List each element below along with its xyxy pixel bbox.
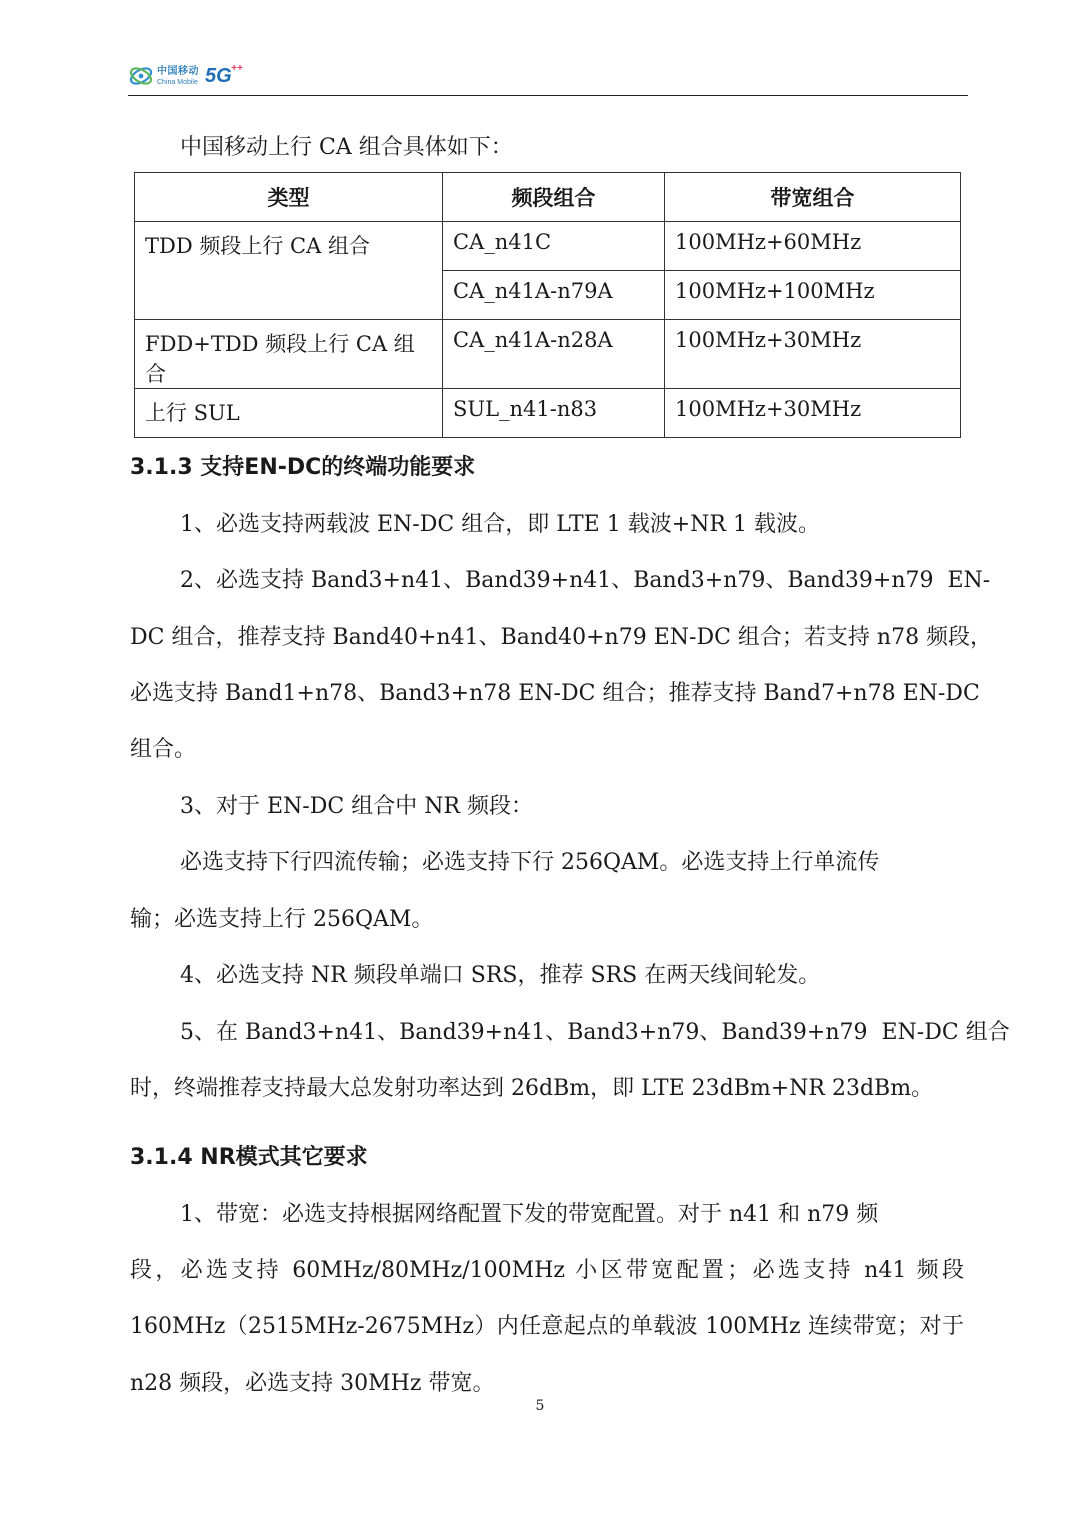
header-divider: [128, 95, 968, 96]
paragraph-line: 160MHz（2515MHz-2675MHz）内任意起点的单载波 100MHz 连续带宽；对于: [130, 1314, 964, 1339]
paragraph-line: 5、在 Band3+n41、Band39+n41、Band3+n79、Band39+n79 EN-DC 组合: [180, 1020, 1010, 1045]
logo-cn-text: 中国移动: [157, 65, 199, 77]
paragraph-line: DC 组合，推荐支持 Band40+n41、Band40+n79 EN-DC 组合；若支持 n78 频段，: [130, 625, 993, 650]
table-cell: TDD 频段上行 CA 组合: [135, 222, 443, 320]
paragraph-line: 输；必选支持上行 256QAM。: [130, 907, 434, 932]
paragraph-line: 必选支持下行四流传输；必选支持下行 256QAM。必选支持上行单流传: [180, 850, 880, 875]
paragraph-line: 2、必选支持 Band3+n41、Band39+n41、Band3+n79、Band39+n79 EN-: [180, 568, 991, 593]
table-header-row: [135, 173, 961, 222]
section-heading-3-1-3: 3.1.3 支持EN-DC的终端功能要求: [130, 455, 476, 480]
table-cell: SUL_n41-n83: [443, 389, 665, 438]
table-cell: CA_n41C: [443, 222, 665, 271]
china-mobile-logo-icon: [128, 63, 154, 89]
table-row: [135, 320, 961, 389]
paragraph-line: 4、必选支持 NR 频段单端口 SRS，推荐 SRS 在两天线间轮发。: [180, 963, 821, 988]
table-header-cell: 类型: [135, 173, 443, 222]
paragraph-line: 必选支持 Band1+n78、Band3+n78 EN-DC 组合；推荐支持 Band7+n78 EN-DC: [130, 681, 980, 706]
table-cell: 100MHz+100MHz: [665, 271, 961, 320]
logo-5g-plus: ++: [231, 62, 243, 74]
table-header-cell: 频段组合: [443, 173, 665, 222]
table-cell: 100MHz+30MHz: [665, 389, 961, 438]
table-cell: 100MHz+60MHz: [665, 222, 961, 271]
table-cell: CA_n41A-n28A: [443, 320, 665, 389]
china-mobile-logo: [128, 60, 243, 92]
page-header: [128, 58, 968, 96]
page-number: 5: [535, 1398, 545, 1414]
paragraph-line: 1、带宽：必选支持根据网络配置下发的带宽配置。对于 n41 和 n79 频: [180, 1202, 879, 1227]
paragraph-line: 时，终端推荐支持最大总发射功率达到 26dBm，即 LTE 23dBm+NR 23dBm。: [130, 1076, 934, 1101]
table-cell: 100MHz+30MHz: [665, 320, 961, 389]
paragraph-line: 1、必选支持两载波 EN-DC 组合，即 LTE 1 载波+NR 1 载波。: [180, 512, 820, 537]
ca-combination-table: [134, 172, 961, 438]
section-heading-3-1-4: 3.1.4 NR模式其它要求: [130, 1145, 368, 1170]
paragraph-line: n28 频段，必选支持 30MHz 带宽。: [130, 1371, 495, 1396]
paragraph-line: 段，必选支持 60MHz/80MHz/100MHz 小区带宽配置；必选支持 n41 频段: [130, 1258, 964, 1283]
table-cell: FDD+TDD 频段上行 CA 组合: [135, 320, 443, 389]
logo-5g: 5G ++: [205, 62, 243, 87]
paragraph-line: 组合。: [130, 737, 197, 762]
table-row: [135, 222, 961, 271]
table-cell: 上行 SUL: [135, 389, 443, 438]
paragraph-line: 3、对于 EN-DC 组合中 NR 频段：: [180, 794, 533, 819]
table-cell: CA_n41A-n79A: [443, 271, 665, 320]
intro-text: 中国移动上行 CA 组合具体如下：: [180, 135, 513, 160]
logo-en-text: China Mobile: [157, 78, 198, 86]
table-row: [135, 389, 961, 438]
table-header-cell: 带宽组合: [665, 173, 961, 222]
